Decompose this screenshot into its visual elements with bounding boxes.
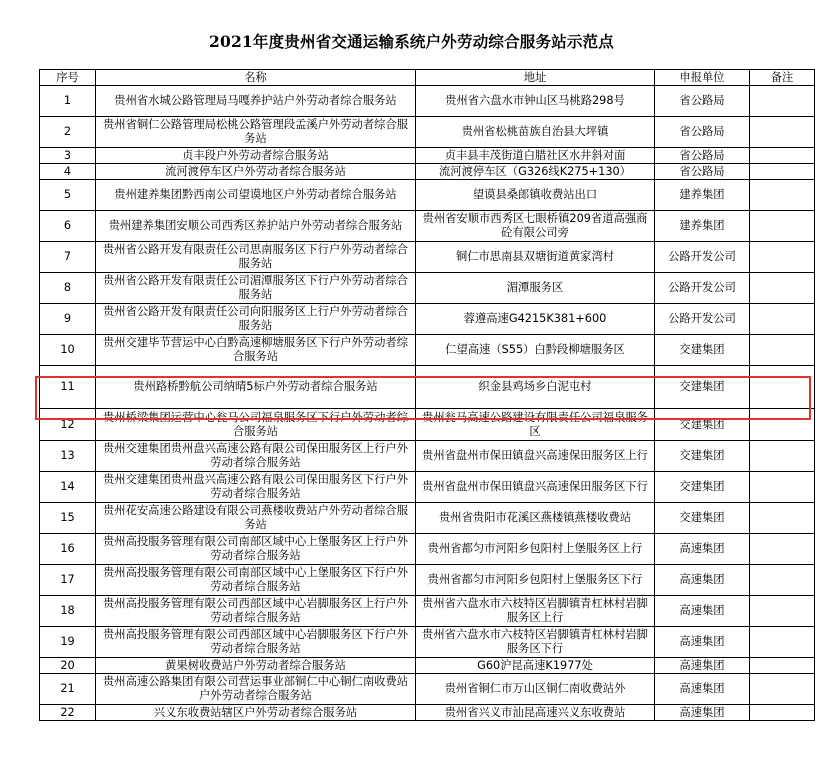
cell-address: 湄潭服务区 (416, 273, 655, 304)
cell-address: 织金县鸡场乡白泥屯村 (416, 366, 655, 409)
cell-unit: 高速集团 (655, 534, 750, 565)
cell-note (750, 674, 815, 705)
cell-no: 15 (40, 503, 96, 534)
cell-note (750, 117, 815, 148)
header-name: 名称 (96, 70, 416, 86)
cell-no: 6 (40, 211, 96, 242)
cell-name: 贵州花安高速公路建设有限公司燕楼收费站户外劳动者综合服务站 (96, 503, 416, 534)
cell-note (750, 409, 815, 441)
cell-name: 黄果树收费站户外劳动者综合服务站 (96, 658, 416, 674)
cell-note (750, 304, 815, 335)
cell-unit: 建养集团 (655, 211, 750, 242)
cell-name: 贵州桥梁集团运营中心瓮马公司福泉服务区下行户外劳动者综合服务站 (96, 409, 416, 441)
table-row (40, 304, 815, 335)
cell-note (750, 148, 815, 164)
cell-note (750, 335, 815, 366)
cell-address: 贵州省六盘水市钟山区马桃路298号 (416, 86, 655, 117)
cell-address: 贞丰县丰茂街道白腊社区水井斜对面 (416, 148, 655, 164)
cell-name: 流河渡停车区户外劳动者综合服务站 (96, 164, 416, 180)
cell-note (750, 211, 815, 242)
cell-name: 贵州省公路开发有限责任公司湄潭服务区下行户外劳动者综合服务站 (96, 273, 416, 304)
cell-no: 12 (40, 409, 96, 441)
cell-note (750, 180, 815, 211)
cell-address: 望谟县桑郎镇收费站出口 (416, 180, 655, 211)
cell-unit: 省公路局 (655, 86, 750, 117)
cell-note (750, 705, 815, 721)
cell-no: 22 (40, 705, 96, 721)
cell-address: 贵州省盘州市保田镇盘兴高速保田服务区下行 (416, 472, 655, 503)
cell-no: 9 (40, 304, 96, 335)
header-note: 备注 (750, 70, 815, 86)
cell-address: 贵州省兴义市汕昆高速兴义东收费站 (416, 705, 655, 721)
cell-unit: 高速集团 (655, 596, 750, 627)
cell-name: 贵州省公路开发有限责任公司向阳服务区上行户外劳动者综合服务站 (96, 304, 416, 335)
cell-no: 21 (40, 674, 96, 705)
stations-table (39, 69, 815, 721)
cell-note (750, 658, 815, 674)
cell-address: 贵州瓮马高速公路建设有限责任公司福泉服务区 (416, 409, 655, 441)
cell-name: 贵州省铜仁公路管理局松桃公路管理段孟溪户外劳动者综合服务站 (96, 117, 416, 148)
cell-no: 5 (40, 180, 96, 211)
cell-name: 贵州高投服务管理有限公司南部区域中心上堡服务区下行户外劳动者综合服务站 (96, 565, 416, 596)
cell-address: 流河渡停车区（G326线K275+130） (416, 164, 655, 180)
cell-address: 贵州省贵阳市花溪区燕楼镇燕楼收费站 (416, 503, 655, 534)
cell-note (750, 366, 815, 409)
table-row (40, 366, 815, 409)
table-body (40, 86, 815, 721)
cell-name: 贵州高投服务管理有限公司西部区域中心岩脚服务区下行户外劳动者综合服务站 (96, 627, 416, 658)
cell-no: 10 (40, 335, 96, 366)
cell-name: 贵州高速公路集团有限公司营运事业部铜仁中心铜仁南收费站户外劳动者综合服务站 (96, 674, 416, 705)
cell-no: 4 (40, 164, 96, 180)
cell-no: 19 (40, 627, 96, 658)
cell-unit: 高速集团 (655, 565, 750, 596)
table-row (40, 335, 815, 366)
table-row (40, 627, 815, 658)
cell-no: 16 (40, 534, 96, 565)
cell-no: 3 (40, 148, 96, 164)
cell-unit: 交建集团 (655, 472, 750, 503)
cell-unit: 高速集团 (655, 705, 750, 721)
page-title: 2021年度贵州省交通运输系统户外劳动综合服务站示范点 (208, 32, 615, 51)
table-row (40, 211, 815, 242)
cell-no: 17 (40, 565, 96, 596)
cell-unit: 省公路局 (655, 117, 750, 148)
cell-unit: 高速集团 (655, 627, 750, 658)
cell-address: 蓉遵高速G4215K381+600 (416, 304, 655, 335)
table-row (40, 164, 815, 180)
cell-address: 贵州省松桃苗族自治县大坪镇 (416, 117, 655, 148)
table-row (40, 409, 815, 441)
cell-note (750, 164, 815, 180)
cell-unit: 交建集团 (655, 335, 750, 366)
cell-address: 贵州省六盘水市六枝特区岩脚镇青杠林村岩脚服务区上行 (416, 596, 655, 627)
cell-note (750, 86, 815, 117)
header-address: 地址 (416, 70, 655, 86)
cell-note (750, 627, 815, 658)
cell-name: 贵州交建集团贵州盘兴高速公路有限公司保田服务区上行户外劳动者综合服务站 (96, 441, 416, 472)
table-row (40, 658, 815, 674)
cell-name: 贵州建养集团黔西南公司望谟地区户外劳动者综合服务站 (96, 180, 416, 211)
cell-unit: 建养集团 (655, 180, 750, 211)
header-no: 序号 (40, 70, 96, 86)
table-row (40, 441, 815, 472)
cell-no: 11 (40, 366, 96, 409)
table-row (40, 117, 815, 148)
cell-name: 贵州建养集团安顺公司西秀区养护站户外劳动者综合服务站 (96, 211, 416, 242)
table-row (40, 705, 815, 721)
table-row (40, 242, 815, 273)
cell-note (750, 441, 815, 472)
cell-note (750, 242, 815, 273)
cell-note (750, 596, 815, 627)
table-row (40, 534, 815, 565)
cell-unit: 高速集团 (655, 674, 750, 705)
table-row (40, 86, 815, 117)
cell-address: 贵州省铜仁市万山区铜仁南收费站外 (416, 674, 655, 705)
cell-note (750, 534, 815, 565)
cell-unit: 省公路局 (655, 164, 750, 180)
cell-note (750, 273, 815, 304)
table-row (40, 148, 815, 164)
cell-no: 8 (40, 273, 96, 304)
cell-name: 贵州交建毕节营运中心白黔高速柳塘服务区下行户外劳动者综合服务站 (96, 335, 416, 366)
table-row (40, 565, 815, 596)
cell-address: 贵州省都匀市河阳乡包阳村上堡服务区下行 (416, 565, 655, 596)
cell-address: G60沪昆高速K1977处 (416, 658, 655, 674)
table-row (40, 503, 815, 534)
cell-no: 7 (40, 242, 96, 273)
cell-address: 贵州省六盘水市六枝特区岩脚镇青杠林村岩脚服务区下行 (416, 627, 655, 658)
cell-unit: 交建集团 (655, 366, 750, 409)
table-row (40, 596, 815, 627)
table-row (40, 674, 815, 705)
cell-no: 14 (40, 472, 96, 503)
cell-unit: 高速集团 (655, 658, 750, 674)
table-row (40, 472, 815, 503)
cell-name: 贞丰段户外劳动者综合服务站 (96, 148, 416, 164)
cell-note (750, 565, 815, 596)
table-row (40, 180, 815, 211)
table-row (40, 273, 815, 304)
cell-name: 贵州高投服务管理有限公司南部区域中心上堡服务区上行户外劳动者综合服务站 (96, 534, 416, 565)
cell-unit: 交建集团 (655, 441, 750, 472)
cell-no: 20 (40, 658, 96, 674)
cell-unit: 交建集团 (655, 409, 750, 441)
cell-address: 贵州省都匀市河阳乡包阳村上堡服务区上行 (416, 534, 655, 565)
cell-name: 贵州路桥黔航公司纳晴5标户外劳动者综合服务站 (96, 366, 416, 409)
cell-unit: 交建集团 (655, 503, 750, 534)
cell-note (750, 503, 815, 534)
cell-no: 2 (40, 117, 96, 148)
cell-name: 贵州省水城公路管理局马嘎养护站户外劳动者综合服务站 (96, 86, 416, 117)
header-unit: 申报单位 (655, 70, 750, 86)
table-header-row (40, 70, 815, 86)
cell-name: 兴义东收费站辖区户外劳动者综合服务站 (96, 705, 416, 721)
cell-name: 贵州省公路开发有限责任公司思南服务区下行户外劳动者综合服务站 (96, 242, 416, 273)
cell-unit: 公路开发公司 (655, 304, 750, 335)
cell-address: 贵州省盘州市保田镇盘兴高速保田服务区上行 (416, 441, 655, 472)
cell-name: 贵州交建集团贵州盘兴高速公路有限公司保田服务区下行户外劳动者综合服务站 (96, 472, 416, 503)
cell-no: 13 (40, 441, 96, 472)
cell-no: 18 (40, 596, 96, 627)
cell-unit: 公路开发公司 (655, 242, 750, 273)
cell-address: 贵州省安顺市西秀区七眼桥镇209省道高强商砼有限公司旁 (416, 211, 655, 242)
cell-unit: 公路开发公司 (655, 273, 750, 304)
cell-unit: 省公路局 (655, 148, 750, 164)
cell-note (750, 472, 815, 503)
cell-address: 仁望高速（S55）白黔段柳塘服务区 (416, 335, 655, 366)
cell-name: 贵州高投服务管理有限公司西部区域中心岩脚服务区上行户外劳动者综合服务站 (96, 596, 416, 627)
cell-address: 铜仁市思南县双塘街道黄家湾村 (416, 242, 655, 273)
cell-no: 1 (40, 86, 96, 117)
